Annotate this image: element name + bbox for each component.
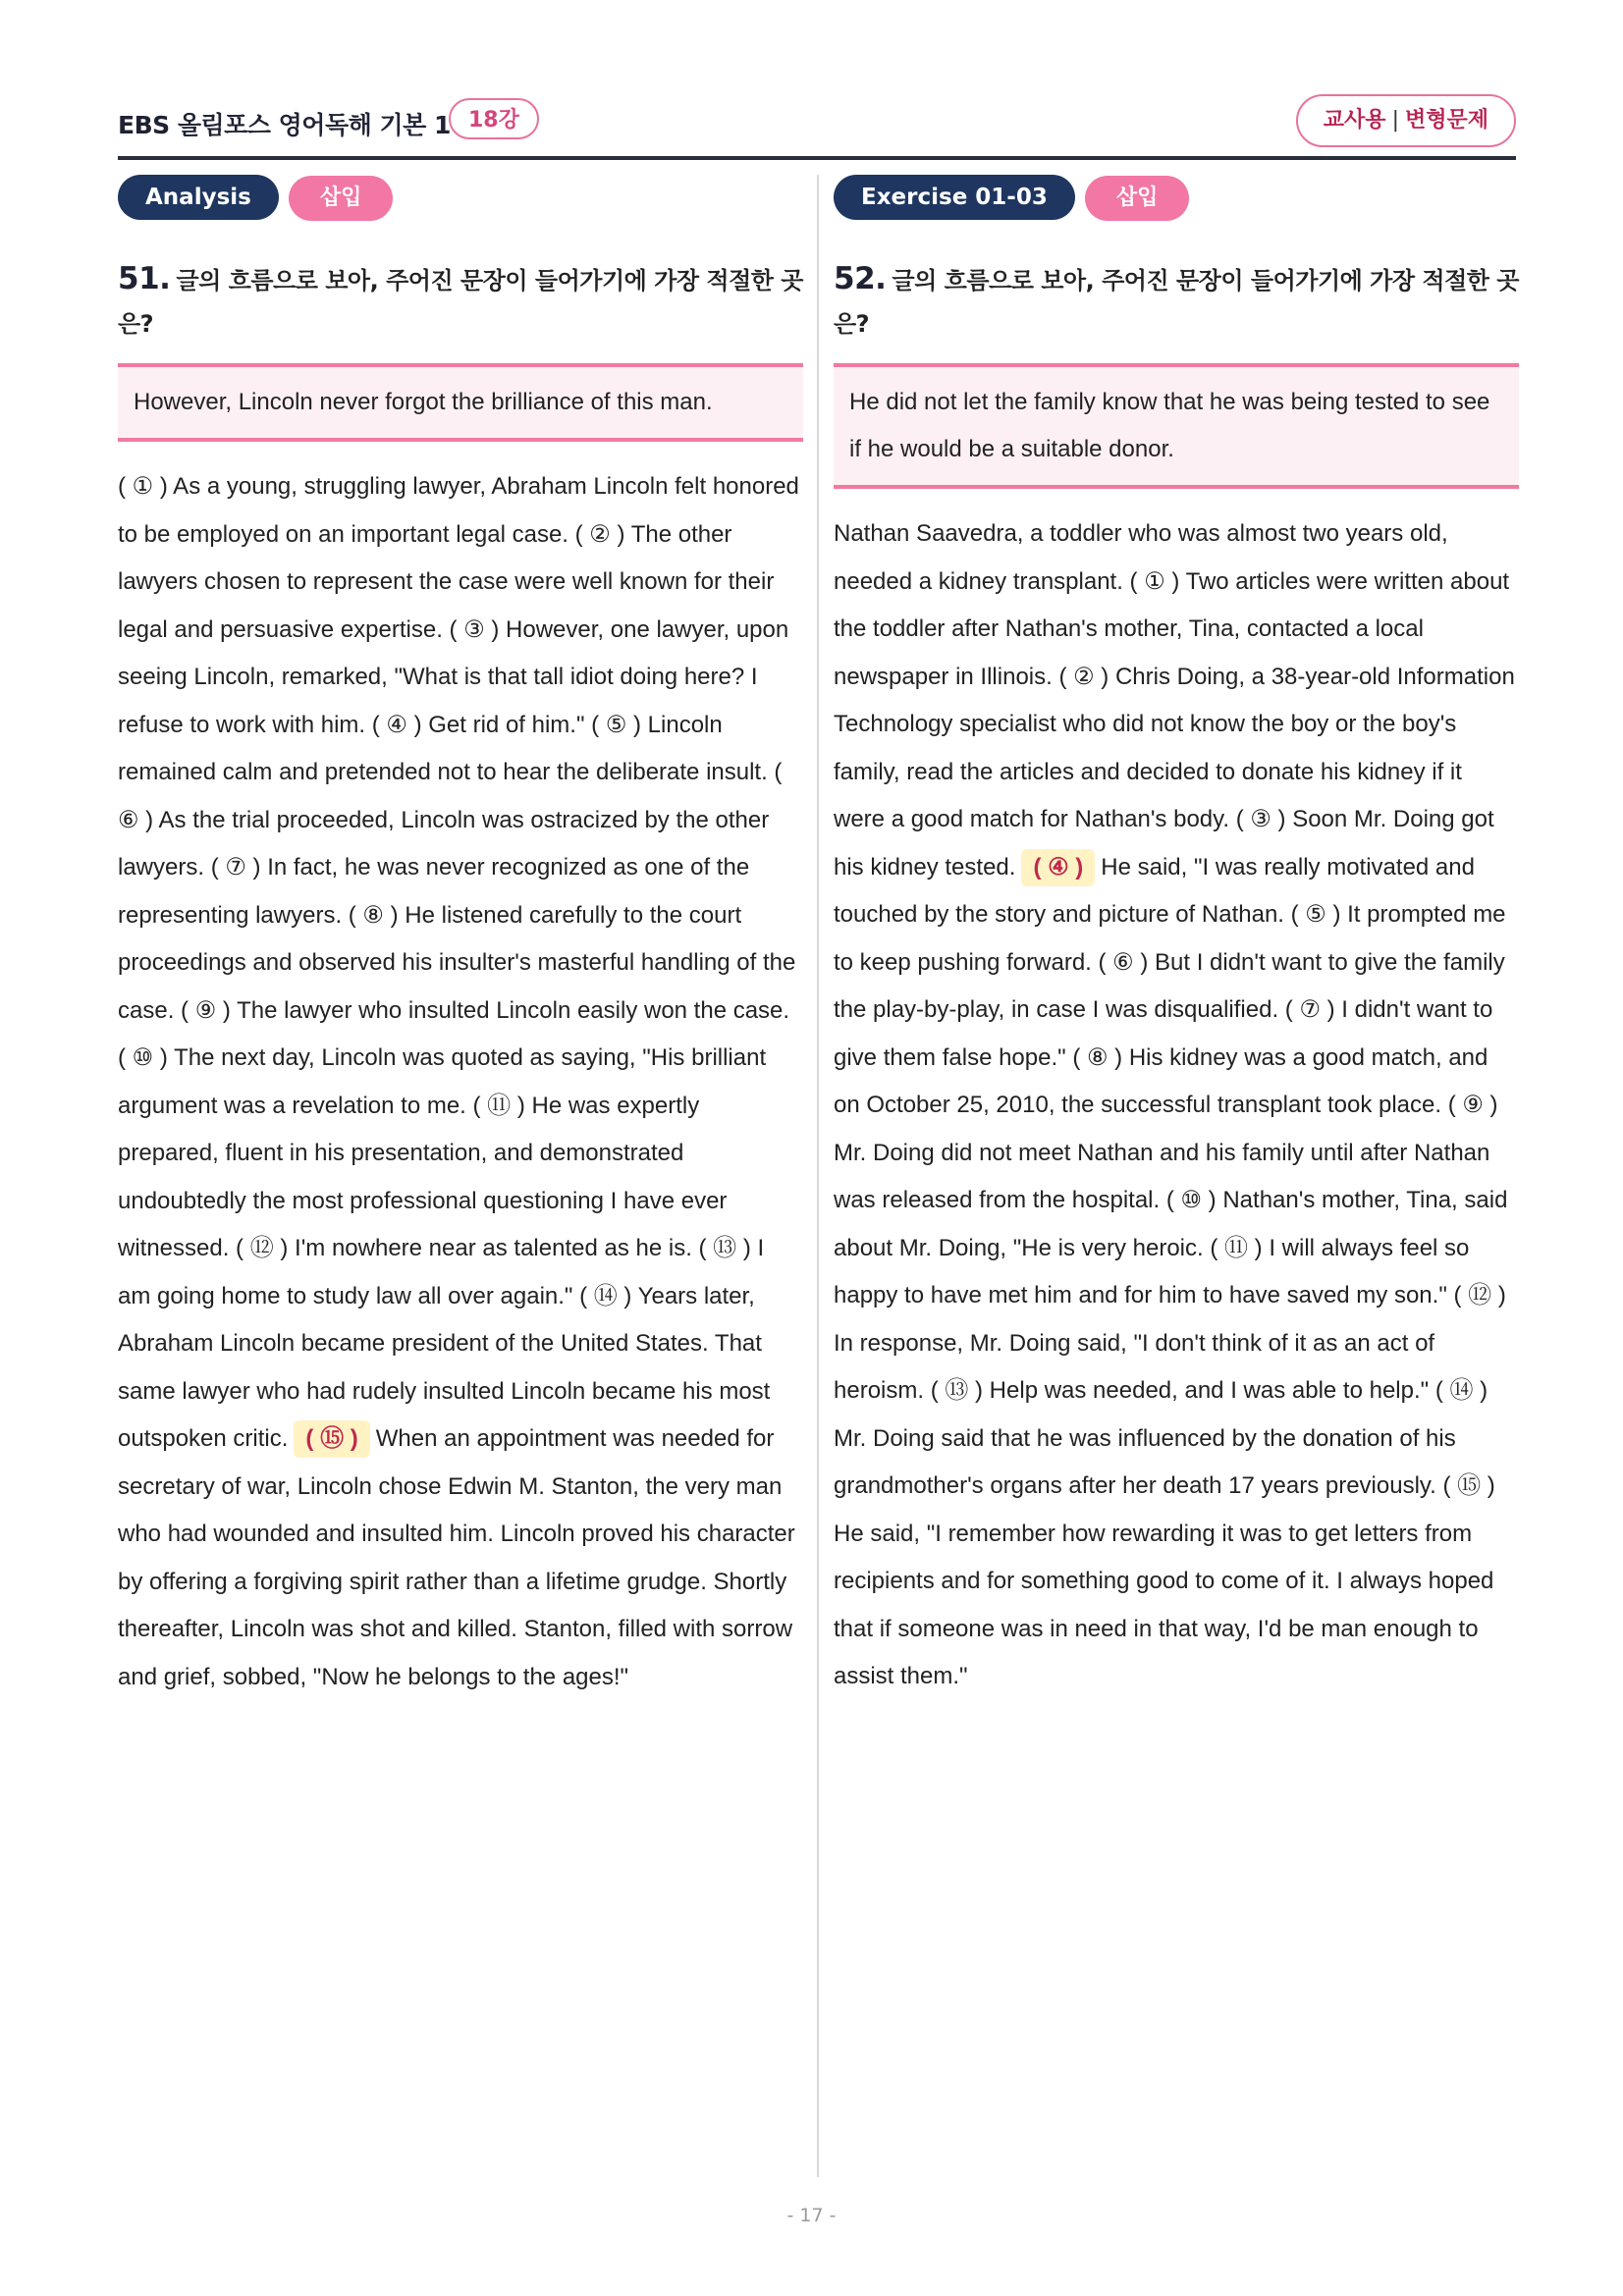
passage-after: He said, "I was really motivated and touched by the story and picture of Nathan. ( ⑤ ) It prompted me to keep pushing forward. ( ⑥ ) But I didn't want to give the family the play-by-play, in case I was disqualified. ( ⑦ ) I didn't want to give them false hope." ( ⑧ ) His kidney was a good match, and on October 25, 2010, the successful transplant took place. ( ⑨ ) Mr. Doing did not meet Nathan and his family until after Nathan was released from the hospital. ( ⑩ ) Nathan's mother, Tina, said about Mr. Doing, "He is very heroic. ( ⑪ ) I will always feel so happy to have met him and for him to have saved my son." ( ⑫ ) In response, Mr. Doing said, "I don't think of it as an act of heroism. ( ⑬ ) Help was needed, and I was able to help." ( ⑭ ) Mr. Doing said that he was influenced by the donation of his grandmother's organs after her death 17 years previously. ( ⑮ ) He said, "I remember how rewarding it was to get letters from recipients and for something good to come of it. I always hoped that if someone was in need in that way, I'd be man enough to assist them." bbox=[834, 853, 1508, 1689]
exercise-tag: Exercise 01-03 bbox=[834, 175, 1075, 220]
answer-marker: ( ⑮ ) bbox=[294, 1420, 369, 1458]
insertion-tag: 삽입 bbox=[1085, 176, 1190, 221]
answer-marker: ( ④ ) bbox=[1021, 849, 1095, 886]
badge-separator: | bbox=[1391, 108, 1399, 133]
header-rule bbox=[118, 156, 1516, 160]
left-column bbox=[118, 175, 803, 1701]
given-sentence: However, Lincoln never forgot the brilliance of this man. bbox=[118, 363, 803, 442]
question-text: 글의 흐름으로 보아, 주어진 문장이 들어가기에 가장 적절한 곳은? bbox=[118, 267, 803, 338]
column-divider bbox=[817, 175, 819, 2177]
passage bbox=[118, 463, 803, 1701]
teacher-label: 교사용 bbox=[1323, 108, 1386, 133]
question-52 bbox=[834, 257, 1519, 346]
type-label: 변형문제 bbox=[1404, 108, 1488, 133]
question-text: 글의 흐름으로 보아, 주어진 문장이 들어가기에 가장 적절한 곳은? bbox=[834, 267, 1519, 338]
question-number: 51. bbox=[118, 261, 171, 296]
insertion-tag: 삽입 bbox=[289, 176, 394, 221]
lesson-badge: 18강 bbox=[449, 98, 539, 139]
question-51 bbox=[118, 257, 803, 346]
left-tags bbox=[118, 175, 803, 222]
analysis-tag: Analysis bbox=[118, 175, 279, 220]
passage-before: Nathan Saavedra, a toddler who was almost two years old, needed a kidney transplant. ( ① ) Two articles were written about the toddler after Nathan's mother, Tina, contacted a local newspaper in Illinois. ( ② ) Chris Doing, a 38-year-old Information Technology specialist who did not know the boy or the boy's family, read the articles and decided to donate his kidney if it were a good match for Nathan's body. ( ③ ) Soon Mr. Doing got his kidney tested. bbox=[834, 520, 1515, 881]
teacher-version-badge bbox=[1296, 94, 1516, 147]
right-tags bbox=[834, 175, 1519, 222]
question-number: 52. bbox=[834, 261, 887, 296]
passage bbox=[834, 510, 1519, 1701]
passage-before: ( ① ) As a young, struggling lawyer, Abraham Lincoln felt honored to be employed on an important legal case. ( ② ) The other lawyers chosen to represent the case were well known for their legal and persuasive expertise. ( ③ ) However, one lawyer, upon seeing Lincoln, remarked, "What is that tall idiot doing here? I refuse to work with him. ( ④ ) Get rid of him." ( ⑤ ) Lincoln remained calm and pretended not to hear the deliberate insult. ( ⑥ ) As the trial proceeded, Lincoln was ostracized by the other lawyers. ( ⑦ ) In fact, he was never recognized as one of the representing lawyers. ( ⑧ ) He listened carefully to the court proceedings and observed his insulter's masterful handling of the case. ( ⑨ ) The lawyer who insulted Lincoln easily won the case. ( ⑩ ) The next day, Lincoln was quoted as saying, "His brilliant argument was a revelation to me. ( ⑪ ) He was expertly prepared, fluent in his presentation, and demonstrated undoubtedly the most professional questioning I have ever witnessed. ( ⑫ ) I'm nowhere near as talented as he is. ( ⑬ ) I am going home to study law all over again." ( ⑭ ) Years later, Abraham Lincoln became president of the United States. That same lawyer who had rudely insulted Lincoln became his most outspoken critic. bbox=[118, 473, 799, 1452]
page-header bbox=[118, 98, 1516, 157]
right-column bbox=[834, 175, 1519, 1701]
book-title: EBS 올림포스 영어독해 기본 1 bbox=[118, 111, 451, 139]
given-sentence: He did not let the family know that he was being tested to see if he would be a suitable donor. bbox=[834, 363, 1519, 489]
page-number: - 17 - bbox=[786, 2205, 837, 2226]
passage-after: When an appointment was needed for secretary of war, Lincoln chose Edwin M. Stanton, the very man who had wounded and insulted him. Lincoln proved his character by offering a forgiving spirit rather than a lifetime grudge. Shortly thereafter, Lincoln was shot and killed. Stanton, filled with sorrow and grief, sobbed, "Now he belongs to the ages!" bbox=[118, 1425, 795, 1690]
